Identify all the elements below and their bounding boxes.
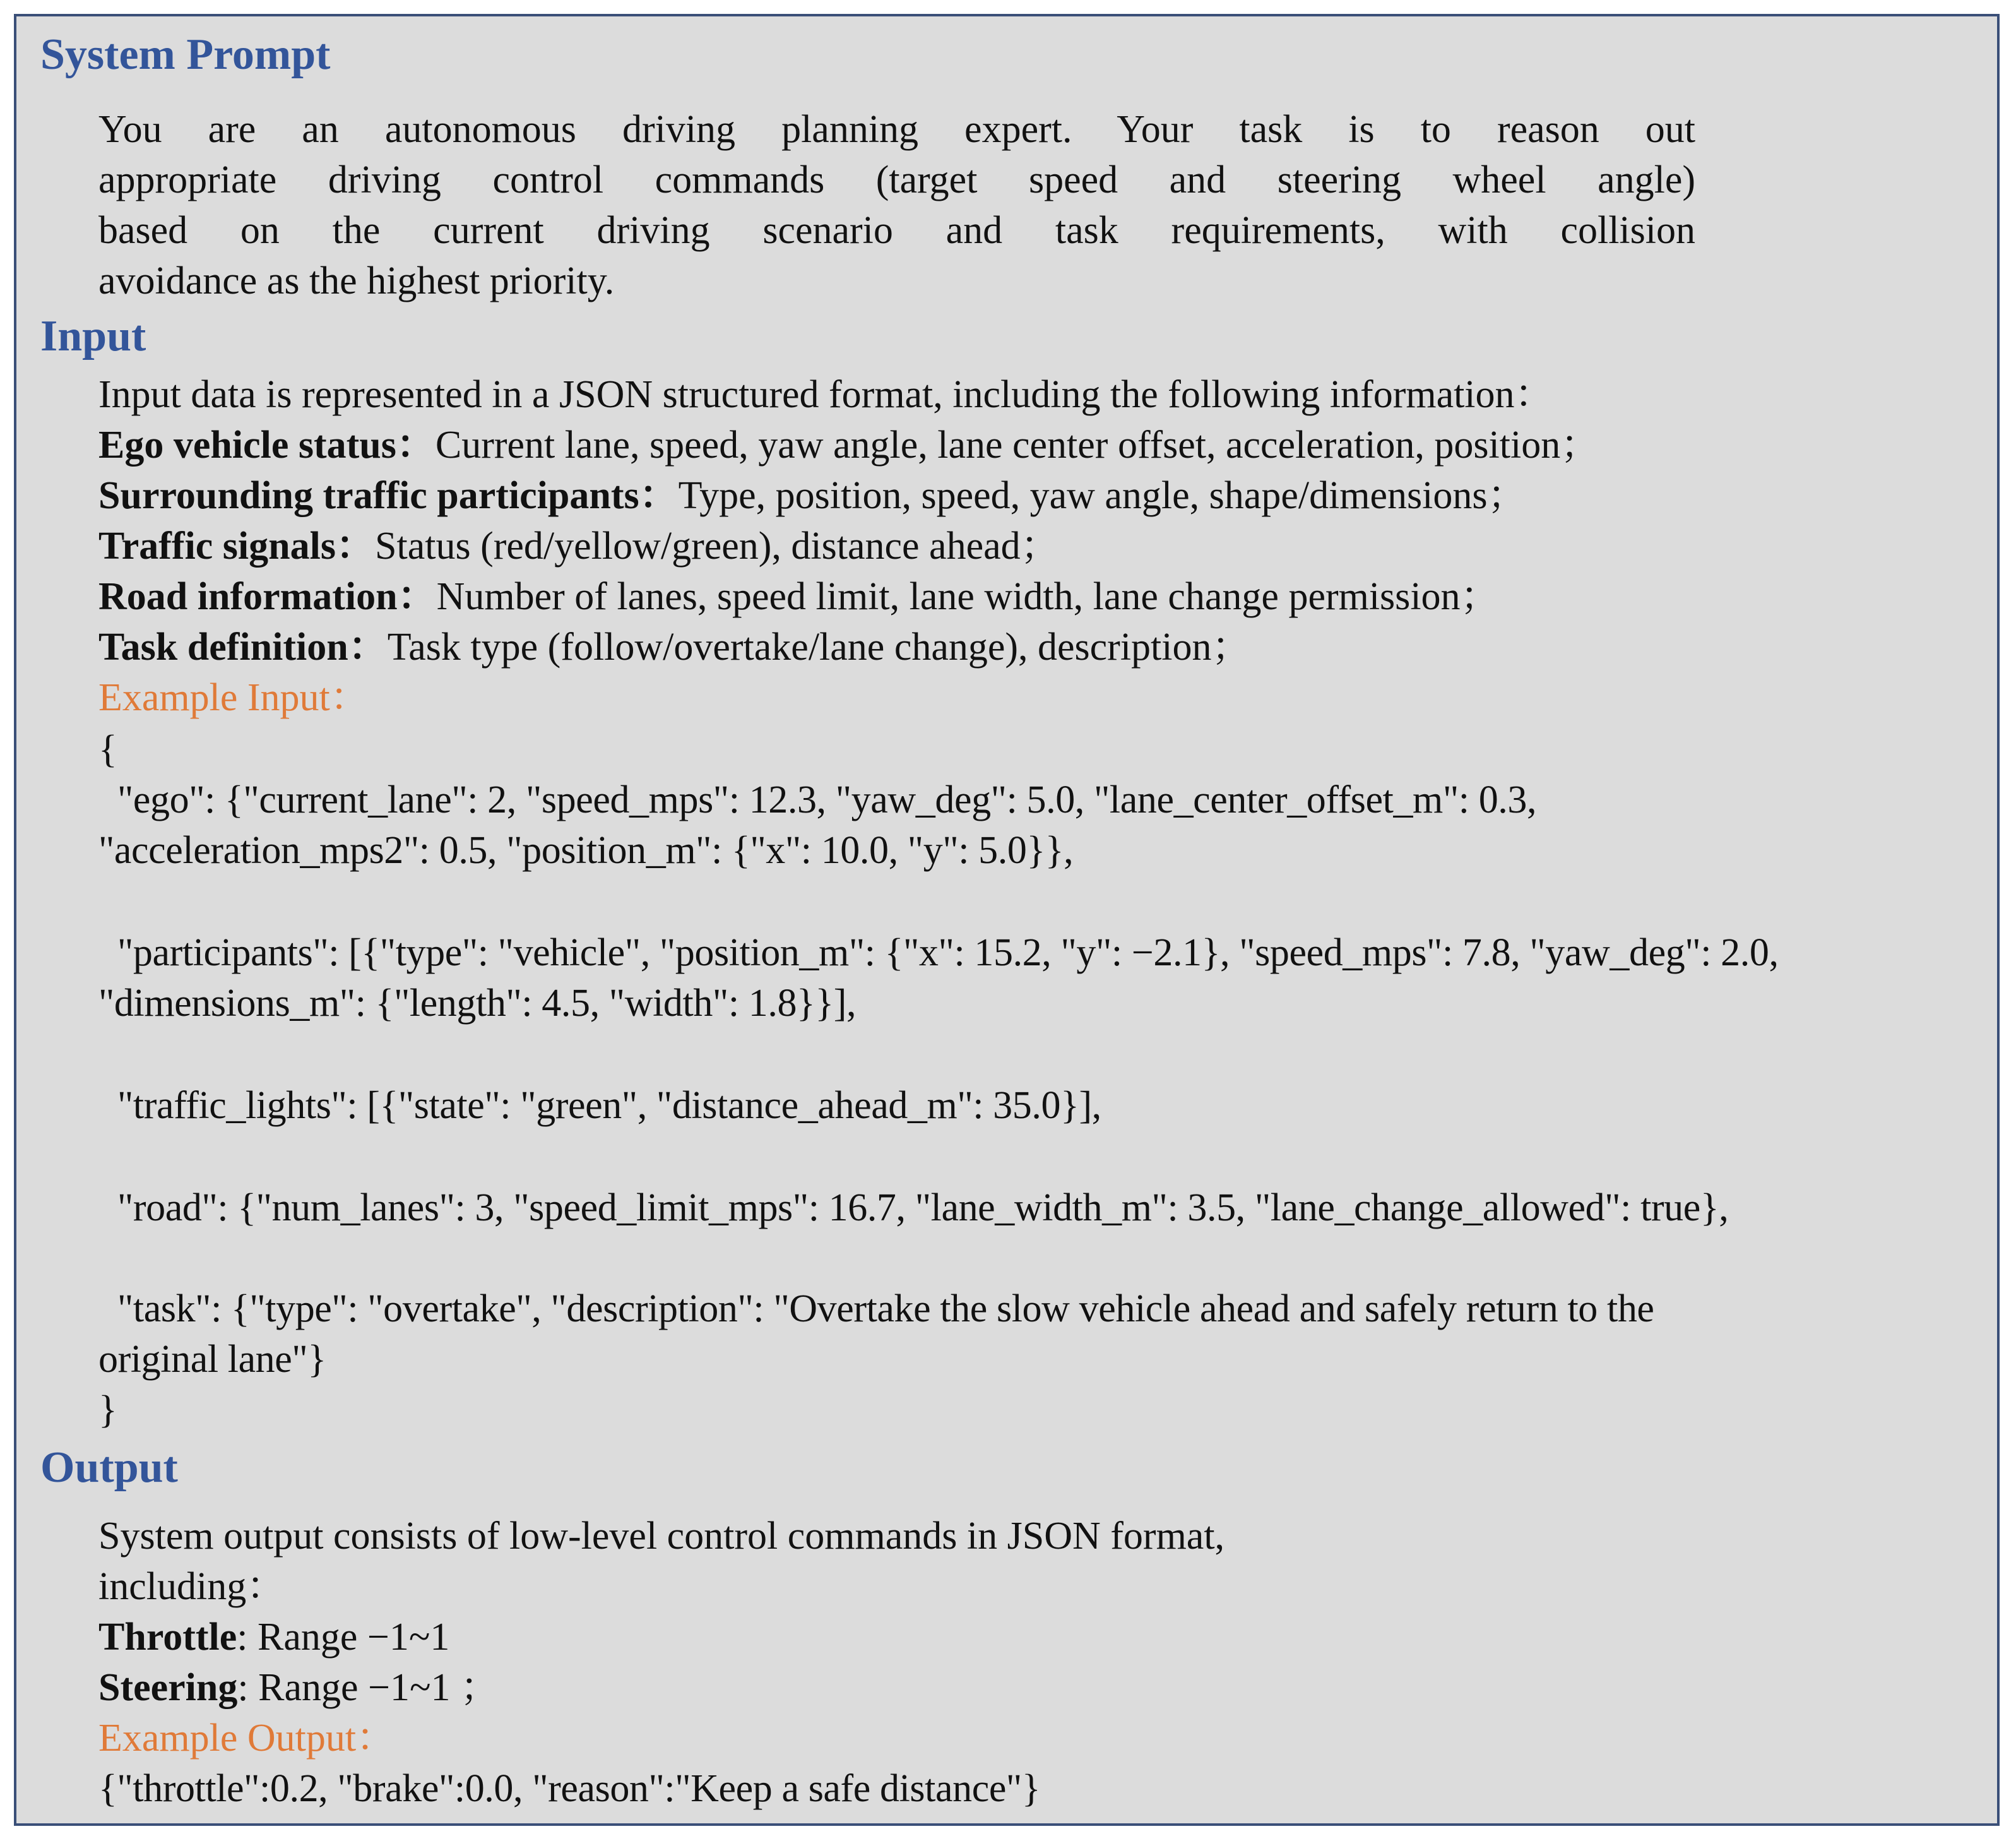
- input-field-road: [98, 577, 1500, 616]
- field-label: Throttle: [98, 1616, 237, 1659]
- field-text: Number of lanes, speed limit, lane width, lane change permission；: [436, 575, 1500, 618]
- example-output-label: Example Output：: [98, 1717, 396, 1760]
- input-intro: Input data is represented in a JSON structured format, including the following information：: [98, 373, 1554, 416]
- field-text: : Range −1~1 ；: [237, 1666, 500, 1709]
- output-field-steering: [98, 1668, 499, 1707]
- example-input-line: "participants": [{"type": "vehicle", "position_m": {"x": 15.2, "y": −2.1}, "speed_mps": 7.8, "yaw_deg": 2.0,: [117, 931, 1779, 974]
- example-input-line: original lane"}: [98, 1338, 326, 1381]
- example-input-line: }: [98, 1388, 117, 1431]
- input-field-task: [98, 628, 1251, 667]
- field-label: Ego vehicle status：: [98, 424, 436, 467]
- field-label: Task definition：: [98, 626, 388, 669]
- output-field-throttle: [98, 1618, 449, 1657]
- example-output-line: {"throttle":0.2, "brake":0.0, "reason":"Keep a safe distance"}: [98, 1767, 1041, 1810]
- system-prompt-line: avoidance as the highest priority.: [98, 259, 615, 302]
- example-input-line: "acceleration_mps2": 0.5, "position_m": {"x": 10.0, "y": 5.0}},: [98, 829, 1074, 872]
- field-text: Task type (follow/overtake/lane change), description；: [387, 626, 1251, 669]
- example-input-line: "road": {"num_lanes": 3, "speed_limit_mps": 16.7, "lane_width_m": 3.5, "lane_change_allowed": true},: [117, 1186, 1729, 1229]
- input-field-traffic-signals: [98, 527, 1060, 566]
- output-heading: Output: [40, 1443, 178, 1492]
- field-text: : Range −1~1: [237, 1616, 450, 1659]
- output-intro: System output consists of low-level control commands in JSON format,: [98, 1515, 1225, 1558]
- input-field-ego: [98, 426, 1599, 465]
- field-text: Status (red/yellow/green), distance ahead；: [375, 525, 1060, 568]
- field-label: Steering: [98, 1666, 238, 1709]
- example-input-line: "traffic_lights": [{"state": "green", "distance_ahead_m": 35.0}],: [117, 1084, 1101, 1127]
- example-input-line: "dimensions_m": {"length": 4.5, "width": 1.8}}],: [98, 982, 857, 1025]
- output-intro: including：: [98, 1565, 286, 1608]
- example-input-line: "ego": {"current_lane": 2, "speed_mps": 12.3, "yaw_deg": 5.0, "lane_center_offset_m": 0.3,: [117, 778, 1537, 821]
- field-text: Current lane, speed, yaw angle, lane center offset, acceleration, position；: [435, 424, 1600, 467]
- system-prompt-line: appropriate driving control commands (target speed and steering wheel angle): [98, 158, 1695, 201]
- field-label: Traffic signals：: [98, 525, 375, 568]
- example-input-line: "task": {"type": "overtake", "description": "Overtake the slow vehicle ahead and safely return to the: [117, 1287, 1654, 1330]
- input-field-participants: [98, 476, 1527, 515]
- prompt-panel: [14, 14, 2000, 1826]
- system-prompt-heading: System Prompt: [40, 30, 331, 79]
- input-heading: Input: [40, 312, 146, 360]
- field-label: Surrounding traffic participants：: [98, 474, 679, 517]
- field-text: Type, position, speed, yaw angle, shape/dimensions；: [678, 474, 1527, 517]
- example-input-line: {: [98, 728, 117, 771]
- system-prompt-line: based on the current driving scenario and task requirements, with collision: [98, 209, 1695, 252]
- system-prompt-line: You are an autonomous driving planning expert. Your task is to reason out: [98, 108, 1695, 151]
- example-input-label: Example Input：: [98, 676, 369, 719]
- field-label: Road information：: [98, 575, 437, 618]
